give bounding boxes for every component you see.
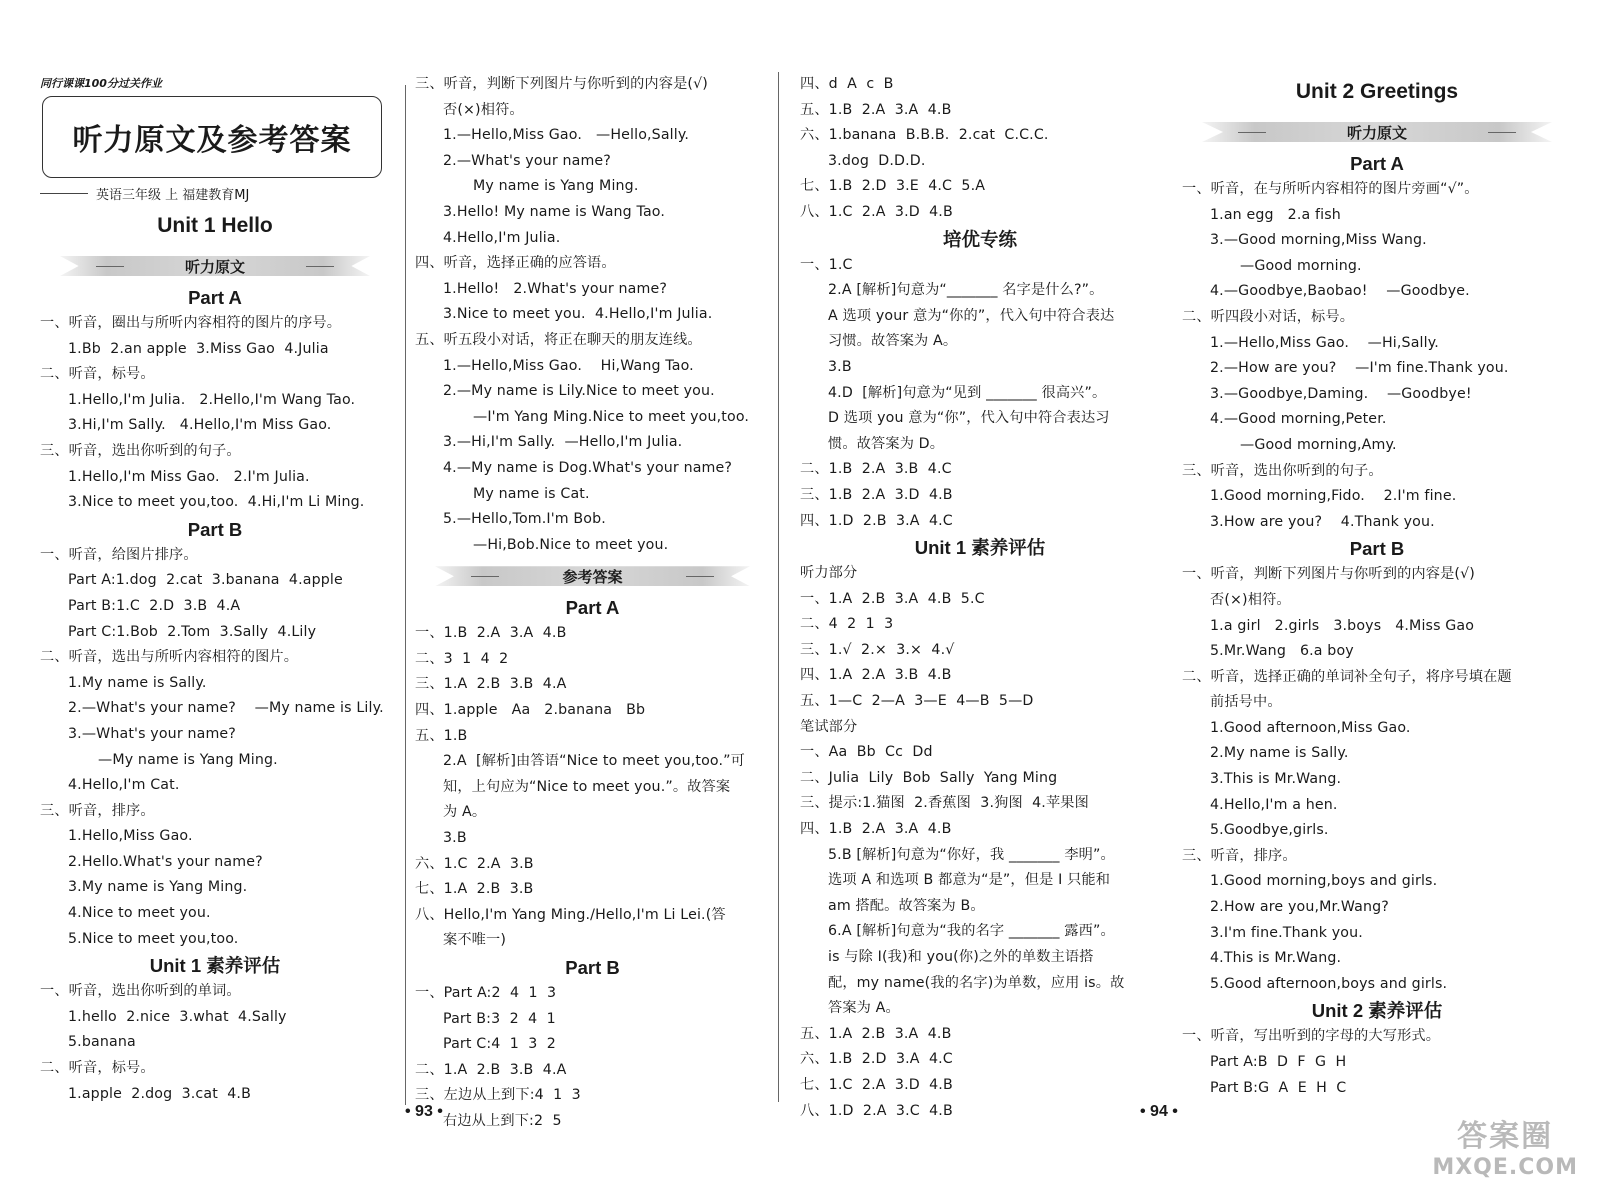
answer-line: 1.—Hello,Miss Gao. —Hi,Sally. (1210, 334, 1439, 351)
answer-line: 答案为 A。 (828, 1000, 900, 1017)
answer-line: My name is Cat. (473, 485, 590, 502)
banner-label: 参考答案 (562, 567, 623, 586)
answer-line: 4.Nice to meet you. (68, 905, 211, 922)
answer-line: 2.Hello.What's your name? (68, 853, 263, 870)
section-heading: Part B (565, 957, 620, 978)
question-line: 二、4 2 1 3 (800, 616, 894, 633)
answer-line: 1.Hello,I'm Miss Gao. 2.I'm Julia. (68, 468, 310, 485)
answer-line: 1.Hello,Miss Gao. (68, 828, 193, 845)
answer-line: 5.Goodbye,girls. (1210, 822, 1329, 839)
answer-line: A 选项 your 意为“你的”，代入句中符合表达 (828, 307, 1115, 324)
answer-line: 4.Hello,I'm Julia. (443, 229, 561, 246)
question-line: 二、听音，选出与所听内容相符的图片。 (40, 649, 299, 666)
question-line: 五、1.B 2.A 3.A 4.B (800, 101, 952, 118)
watermark-logo (1432, 1111, 1578, 1180)
question-line: 三、1.B 2.A 3.D 4.B (800, 486, 953, 503)
banner-rule (96, 266, 124, 267)
answer-line: —Good morning. (1240, 257, 1362, 274)
section-heading: 培优专练 (942, 228, 1017, 250)
page-gutter-divider (778, 72, 779, 1102)
answer-line: —I'm Yang Ming.Nice to meet you,too. (473, 408, 750, 425)
question-line: 四、1.D 2.B 3.A 4.C (800, 512, 953, 529)
answer-line: 3.—Good morning,Miss Wang. (1210, 232, 1427, 249)
question-line: 四、1.B 2.A 3.A 4.B (800, 821, 952, 838)
answer-line: 3.I'm fine.Thank you. (1210, 924, 1363, 941)
answer-line: is 与除 I(我)和 you(你)之外的单数主语搭 (828, 949, 1094, 965)
unit-title: Unit 1 Hello (157, 214, 273, 237)
watermark-url: MXQE.COM (1432, 1155, 1578, 1180)
answer-line: 2.My name is Sally. (1210, 745, 1349, 762)
answer-line: 2.How are you,Mr.Wang? (1210, 899, 1389, 916)
question-line: 七、1.C 2.A 3.D 4.B (800, 1076, 953, 1093)
answer-line: 知，上句应为“Nice to meet you.”。故答案 (443, 778, 731, 795)
answer-line: 1.a girl 2.girls 3.boys 4.Miss Gao (1210, 617, 1475, 634)
question-line: 八、1.D 2.A 3.C 4.B (800, 1102, 953, 1119)
answer-line: 3.This is Mr.Wang. (1210, 771, 1342, 788)
answer-line: 否(×)相符。 (1210, 591, 1291, 608)
answer-line: 3.dog D.D.D. (828, 152, 926, 169)
question-line: 六、1.banana B.B.B. 2.cat C.C.C. (800, 127, 1049, 144)
answer-line: 3.—Hi,I'm Sally. —Hello,I'm Julia. (443, 434, 683, 451)
question-line: 一、听音，写出听到的字母的大写形式。 (1182, 1028, 1441, 1045)
answer-line: —Hi,Bob.Nice to meet you. (473, 536, 669, 553)
answer-line: 2.A [解析]由答语“Nice to meet you,too.”可 (443, 753, 746, 770)
answer-line: 5.Nice to meet you,too. (68, 930, 239, 947)
section-banner (435, 561, 750, 591)
answer-line: 4.Hello,I'm Cat. (68, 777, 180, 794)
answer-line: 4.—Good morning,Peter. (1210, 411, 1387, 428)
answer-line: —My name is Yang Ming. (98, 751, 278, 768)
page-number-right: • 94 • (1140, 1103, 1178, 1120)
question-line: 七、1.A 2.B 3.B (415, 881, 534, 898)
section-heading: Unit 1 素养评估 (149, 955, 281, 977)
column-2 (415, 72, 770, 1135)
answer-line: 1.hello 2.nice 3.what 4.Sally (68, 1008, 287, 1025)
question-line: 四、1.apple Aa 2.banana Bb (415, 702, 646, 719)
answer-line: 5.—Hello,Tom.I'm Bob. (443, 511, 606, 528)
title-box (42, 96, 382, 178)
question-line: 三、1.A 2.B 3.B 4.A (415, 676, 567, 693)
column-1 (40, 76, 390, 1107)
question-line: 二、听音，选择正确的单词补全句子，将序号填在题 (1182, 668, 1512, 685)
banner-rule (471, 576, 499, 577)
page-title: 听力原文及参考答案 (72, 123, 352, 158)
answer-line: Part B:3 2 4 1 (443, 1010, 556, 1027)
answer-line: 3.How are you? 4.Thank you. (1210, 513, 1435, 530)
answer-line: 4.Hello,I'm a hen. (1210, 796, 1338, 813)
section-banner (60, 251, 370, 281)
answer-line: 1.Good morning,Fido. 2.I'm fine. (1210, 488, 1457, 505)
question-line: 五、听五段小对话，将正在聊天的朋友连线。 (415, 331, 702, 348)
question-line: 五、1.B (415, 727, 468, 744)
answer-line: 5.Mr.Wang 6.a boy (1210, 643, 1354, 660)
answer-line: 3.Nice to meet you. 4.Hello,I'm Julia. (443, 306, 713, 323)
question-line: 一、听音，给图片排序。 (40, 546, 198, 563)
column-3 (800, 72, 1160, 1124)
subtitle: 英语三年级 上 福建教育MJ (96, 187, 250, 203)
question-line: 三、听音，选出你听到的句子。 (1182, 462, 1383, 479)
banner-rule (686, 576, 714, 577)
question-line: 二、听音，标号。 (40, 366, 155, 383)
question-line: 五、1.A 2.B 3.A 4.B (800, 1025, 952, 1042)
question-line: 四、听音，选择正确的应答语。 (415, 255, 616, 272)
answer-line: 1.Good morning,boys and girls. (1210, 873, 1438, 890)
question-line: 笔试部分 (800, 718, 858, 735)
section-heading: Unit 1 素养评估 (914, 537, 1046, 559)
answer-line: 为 A。 (443, 804, 487, 821)
answer-line: 3.Hi,I'm Sally. 4.Hello,I'm Miss Gao. (68, 417, 332, 434)
answer-line: 4.—Goodbye,Baobao! —Goodbye. (1210, 283, 1470, 300)
question-line: 一、1.C (800, 256, 853, 273)
question-line: 三、听音，选出你听到的句子。 (40, 442, 241, 459)
question-line: 二、听四段小对话，标号。 (1182, 308, 1355, 325)
answer-line: —Good morning,Amy. (1240, 436, 1397, 453)
banner-rule (306, 266, 334, 267)
banner-label: 听力原文 (184, 257, 245, 276)
answer-line: 5.Good afternoon,boys and girls. (1210, 975, 1448, 992)
question-line: 四、1.A 2.A 3.B 4.B (800, 667, 952, 684)
answer-line: 3.Nice to meet you,too. 4.Hi,I'm Li Ming. (68, 494, 365, 511)
question-line: 二、3 1 4 2 (415, 650, 509, 667)
answer-line: 3.—What's your name? (68, 725, 236, 742)
answer-line: 习惯。故答案为 A。 (828, 333, 958, 350)
question-line: 一、Part A:2 4 1 3 (415, 985, 557, 1001)
question-line: 听力部分 (800, 565, 858, 582)
question-line: 三、听音，判断下列图片与你听到的内容是(√) (415, 76, 708, 92)
section-banner (1202, 117, 1552, 147)
answer-line: Part B:G A E H C (1210, 1079, 1347, 1096)
answer-line: My name is Yang Ming. (473, 178, 639, 195)
answer-line: Part B:1.C 2.D 3.B 4.A (68, 597, 241, 614)
answer-line: D 选项 you 意为“你”，代入句中符合表达习 (828, 410, 1110, 427)
question-line: 六、1.C 2.A 3.B (415, 855, 534, 872)
answer-line: 4.This is Mr.Wang. (1210, 950, 1342, 967)
unit-title: Unit 2 Greetings (1295, 80, 1459, 103)
answer-line: 4.D [解析]句意为“见到 _______ 很高兴”。 (828, 384, 1107, 401)
answer-line: Part A:1.dog 2.cat 3.banana 4.apple (68, 572, 343, 589)
answer-line: 3.—Goodbye,Daming. —Goodbye! (1210, 385, 1472, 402)
question-line: 一、听音，判断下列图片与你听到的内容是(√) (1182, 566, 1475, 583)
question-line: 二、1.A 2.B 3.B 4.A (415, 1061, 567, 1078)
banner-label: 听力原文 (1346, 123, 1407, 142)
answer-line: Part A:B D F G H (1210, 1054, 1347, 1070)
question-line: 七、1.B 2.D 3.E 4.C 5.A (800, 178, 986, 195)
question-line: 八、Hello,I'm Yang Ming./Hello,I'm Li Lei.(答 (415, 906, 726, 923)
answer-line: 6.A [解析]句意为“我的名字 _______ 露西”。 (828, 923, 1115, 940)
section-heading: Part A (188, 287, 242, 308)
answer-line: 2.—My name is Lily.Nice to meet you. (443, 383, 715, 400)
question-line: 一、1.B 2.A 3.A 4.B (415, 625, 567, 642)
question-line: 二、Julia Lily Bob Sally Yang Ming (800, 769, 1058, 786)
answer-line: am 搭配。故答案为 B。 (828, 897, 985, 914)
page-number-left: • 93 • (405, 1103, 443, 1120)
question-line: 一、1.A 2.B 3.A 4.B 5.C (800, 590, 985, 607)
answer-line: 2.A [解析]句意为“_______ 名字是什么?”。 (828, 282, 1104, 299)
answer-line: 1.Hello! 2.What's your name? (443, 280, 668, 297)
column-1-body (40, 204, 390, 1107)
answer-line: 惯。故答案为 D。 (828, 435, 945, 452)
answer-line: 5.B [解析]句意为“你好，我 _______ 李明”。 (828, 846, 1115, 863)
answer-line: 1.Bb 2.an apple 3.Miss Gao 4.Julia (68, 340, 329, 357)
answer-line: 1.—Hello,Miss Gao. —Hello,Sally. (443, 127, 690, 144)
answer-line: 2.—How are you? —I'm fine.Thank you. (1210, 360, 1509, 377)
section-heading: Unit 2 素养评估 (1311, 1000, 1443, 1022)
answer-line: Part C:4 1 3 2 (443, 1036, 556, 1053)
question-line: 一、听音，选出你听到的单词。 (40, 983, 241, 1000)
answer-line: 案不唯一) (443, 932, 507, 949)
section-heading: Part B (1349, 538, 1405, 560)
question-line: 一、听音，在与所听内容相符的图片旁画“√”。 (1182, 181, 1479, 197)
answer-line: 3.B (828, 358, 852, 375)
column-divider (405, 85, 406, 1105)
question-line: 三、听音，排序。 (1182, 847, 1297, 864)
answer-line: 4.—My name is Dog.What's your name? (443, 459, 733, 476)
watermark-text: 答案圈 (1457, 1119, 1554, 1154)
section-heading: Part B (187, 518, 243, 540)
answer-line: 5.banana (68, 1034, 136, 1051)
question-line: 三、1.√ 2.× 3.× 4.√ (800, 641, 955, 658)
question-line: 三、左边从上到下:4 1 3 (415, 1087, 581, 1104)
question-line: 二、听音，标号。 (40, 1060, 155, 1077)
answer-line: 3.B (443, 830, 467, 847)
answer-line: 1.Hello,I'm Julia. 2.Hello,I'm Wang Tao. (68, 391, 356, 408)
banner-rule (1488, 132, 1516, 133)
answer-line: 1.Good afternoon,Miss Gao. (1210, 719, 1411, 736)
answer-line: 2.—What's your name? —My name is Lily. (68, 700, 384, 717)
question-line: 三、提示:1.猫图 2.香蕉图 3.狗图 4.苹果图 (800, 795, 1089, 812)
brand-label: 同行课课100分过关作业 (40, 77, 162, 90)
section-heading: Part A (565, 597, 620, 619)
answer-line: 1.apple 2.dog 3.cat 4.B (68, 1085, 251, 1102)
subtitle-rule-left (40, 193, 88, 194)
question-line: 四、d A c B (800, 76, 894, 92)
section-heading: Part A (1350, 153, 1404, 174)
answer-line: 选项 A 和选项 B 都意为“是”，但是 I 只能和 (828, 872, 1111, 889)
answer-line: 否(×)相符。 (443, 101, 524, 118)
answer-line: Part C:1.Bob 2.Tom 3.Sally 4.Lily (68, 623, 317, 640)
answer-line: 1.—Hello,Miss Gao. Hi,Wang Tao. (443, 357, 694, 374)
question-line: 三、听音，排序。 (40, 802, 155, 819)
answer-line: 2.—What's your name? (443, 152, 611, 169)
question-line: 五、1—C 2—A 3—E 4—B 5—D (800, 693, 1034, 710)
answer-line: 1.an egg 2.a fish (1210, 206, 1341, 223)
answer-line: 1.My name is Sally. (68, 674, 207, 691)
subtitle-row (40, 182, 390, 204)
banner-rule (1238, 132, 1266, 133)
question-line: 一、Aa Bb Cc Dd (800, 744, 933, 761)
column-4 (1182, 70, 1572, 1101)
answer-line: 右边从上到下:2 5 (443, 1112, 562, 1129)
answer-line: 配，my name(我的名字)为单数，应用 is。故 (828, 974, 1125, 991)
answer-line: 3.My name is Yang Ming. (68, 879, 248, 896)
answer-line: 3.Hello! My name is Wang Tao. (443, 203, 666, 220)
question-line: 六、1.B 2.D 3.A 4.C (800, 1051, 953, 1068)
question-line: 八、1.C 2.A 3.D 4.B (800, 203, 953, 220)
question-line: 一、听音，圈出与所听内容相符的图片的序号。 (40, 315, 342, 331)
answer-line: 前括号中。 (1210, 694, 1282, 711)
question-line: 二、1.B 2.A 3.B 4.C (800, 461, 952, 478)
